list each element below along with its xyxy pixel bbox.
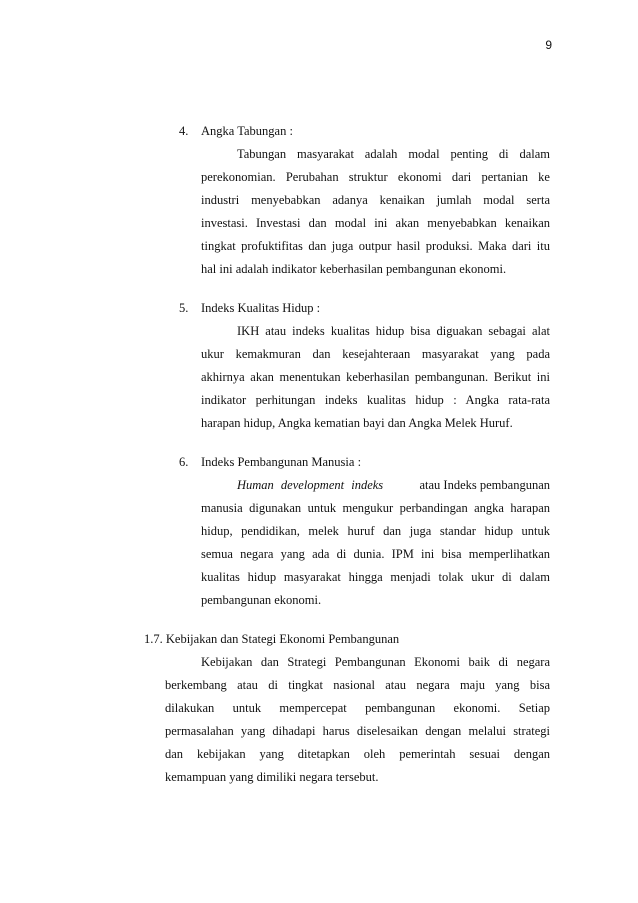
paragraph-line: dan kebijakan yang ditetapkan oleh pemerintah sesuai dengan [165, 747, 550, 761]
paragraph-line: Tabungan masyarakat adalah modal penting di dalam [237, 147, 550, 161]
paragraph-line: dilakukan untuk mempercepat pembangunan ekonomi. Setiap [165, 701, 550, 715]
paragraph-line [237, 477, 550, 493]
paragraph-line: industri menyebabkan adanya kenaikan jumlah modal serta [201, 193, 550, 207]
item-number: 6. [179, 455, 189, 469]
item-title: Angka Tabungan : [201, 124, 293, 138]
paragraph-line: perekonomian. Perubahan struktur ekonomi dari pertanian ke [201, 170, 550, 184]
section-heading: 1.7. Kebijakan dan Stategi Ekonomi Pembangunan [144, 632, 400, 646]
paragraph-line: hal ini adalah indikator keberhasilan pembangunan ekonomi. [201, 262, 507, 276]
paragraph-line: Kebijakan dan Strategi Pembangunan Ekonomi baik di negara [201, 655, 550, 669]
paragraph-line: semua negara yang ada di dunia. IPM ini bisa memperlihatkan [201, 547, 550, 561]
page-number: 9 [545, 38, 552, 52]
paragraph-line: harapan hidup, Angka kematian bayi dan Angka Melek Huruf. [201, 416, 513, 430]
line-rest: atau Indeks pembangunan [419, 478, 550, 492]
italic-term: Human development indeks [237, 478, 384, 492]
paragraph-line: kemampuan yang dimiliki negara tersebut. [165, 770, 379, 784]
item-title: Indeks Kualitas Hidup : [201, 301, 321, 315]
item-number: 5. [179, 301, 189, 315]
paragraph-line: manusia digunakan untuk mengukur perbandingan angka harapan [201, 501, 550, 515]
paragraph-line: kualitas hidup masyarakat hingga menjadi tolak ukur di dalam [201, 570, 550, 584]
paragraph-line: tingkat profuktifitas dan juga outpur hasil produksi. Maka dari itu [201, 239, 550, 253]
paragraph-line: investasi. Investasi dan modal ini akan menyebabkan kenaikan [201, 216, 550, 230]
item-title: Indeks Pembangunan Manusia : [201, 455, 362, 469]
paragraph-line: indikator perhitungan indeks kualitas hidup : Angka rata-rata [201, 393, 550, 407]
paragraph-line: pembangunan ekonomi. [201, 593, 322, 607]
paragraph-line: hidup, pendidikan, melek huruf dan juga standar hidup untuk [201, 524, 550, 538]
paragraph-line: ukur kemakmuran dan kesejahteraan masyarakat yang pada [201, 347, 550, 361]
paragraph-line: permasalahan yang dihadapi harus diselesaikan dengan melalui strategi [165, 724, 550, 738]
paragraph-line: akhirnya akan menentukan keberhasilan pembangunan. Berikut ini [201, 370, 550, 384]
paragraph-line: IKH atau indeks kualitas hidup bisa diguakan sebagai alat [237, 324, 550, 338]
item-number: 4. [179, 124, 189, 138]
paragraph-line: berkembang atau di tingkat nasional atau negara maju yang bisa [165, 678, 550, 692]
